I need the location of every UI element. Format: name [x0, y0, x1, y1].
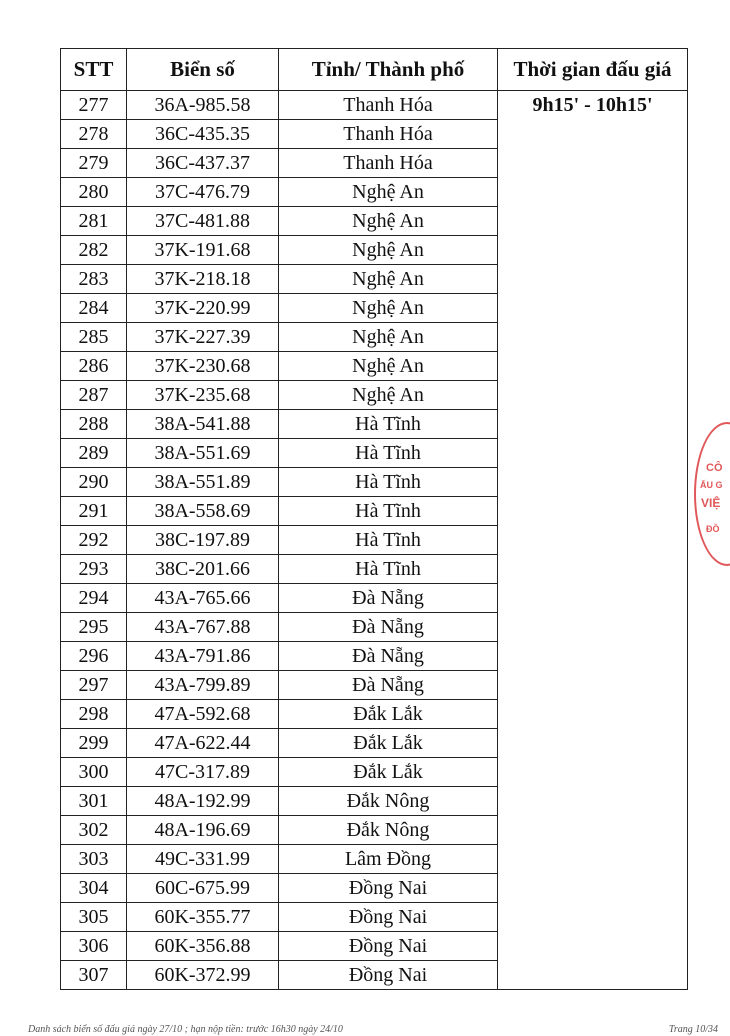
row-stt: 301 [61, 787, 127, 816]
row-province: Hà Tĩnh [279, 497, 498, 526]
row-province: Thanh Hóa [279, 120, 498, 149]
row-stt: 286 [61, 352, 127, 381]
row-plate: 43A-767.88 [127, 613, 279, 642]
row-plate: 60K-355.77 [127, 903, 279, 932]
row-province: Đắk Nông [279, 787, 498, 816]
table-header-row [61, 49, 688, 91]
header-time: Thời gian đấu giá [498, 49, 688, 91]
stamp-fragment: ẤU G [700, 480, 723, 490]
row-plate: 37C-481.88 [127, 207, 279, 236]
row-province: Đồng Nai [279, 874, 498, 903]
row-plate: 60K-372.99 [127, 961, 279, 990]
row-province: Đắk Lắk [279, 758, 498, 787]
header-plate: Biển số [127, 49, 279, 91]
row-stt: 294 [61, 584, 127, 613]
row-plate: 38C-197.89 [127, 526, 279, 555]
row-plate: 36C-435.35 [127, 120, 279, 149]
row-plate: 37K-191.68 [127, 236, 279, 265]
row-stt: 277 [61, 91, 127, 120]
row-stt: 288 [61, 410, 127, 439]
row-plate: 38C-201.66 [127, 555, 279, 584]
page-footer [28, 1024, 728, 1036]
row-stt: 295 [61, 613, 127, 642]
row-province: Nghệ An [279, 265, 498, 294]
row-stt: 296 [61, 642, 127, 671]
row-stt: 304 [61, 874, 127, 903]
row-plate: 48A-192.99 [127, 787, 279, 816]
row-plate: 43A-765.66 [127, 584, 279, 613]
row-plate: 47A-622.44 [127, 729, 279, 758]
row-plate: 37K-235.68 [127, 381, 279, 410]
auction-time-cell: 9h15' - 10h15' [498, 91, 688, 990]
header-stt: STT [61, 49, 127, 91]
row-stt: 287 [61, 381, 127, 410]
row-stt: 280 [61, 178, 127, 207]
row-province: Hà Tĩnh [279, 468, 498, 497]
row-province: Hà Tĩnh [279, 410, 498, 439]
row-plate: 38A-551.89 [127, 468, 279, 497]
row-province: Nghệ An [279, 381, 498, 410]
red-seal-stamp [694, 422, 730, 566]
row-stt: 283 [61, 265, 127, 294]
row-province: Đồng Nai [279, 932, 498, 961]
row-plate: 43A-791.86 [127, 642, 279, 671]
row-province: Thanh Hóa [279, 149, 498, 178]
row-stt: 293 [61, 555, 127, 584]
row-plate: 38A-541.88 [127, 410, 279, 439]
stamp-fragment: CÔ [706, 462, 723, 474]
row-province: Đắk Lắk [279, 729, 498, 758]
row-plate: 47C-317.89 [127, 758, 279, 787]
row-stt: 302 [61, 816, 127, 845]
row-plate: 48A-196.69 [127, 816, 279, 845]
row-stt: 305 [61, 903, 127, 932]
row-stt: 281 [61, 207, 127, 236]
row-stt: 284 [61, 294, 127, 323]
table-body [61, 91, 688, 990]
row-plate: 49C-331.99 [127, 845, 279, 874]
row-stt: 292 [61, 526, 127, 555]
row-province: Đắk Lắk [279, 700, 498, 729]
page-number: Trang 10/34 [668, 1024, 718, 1035]
row-stt: 306 [61, 932, 127, 961]
row-plate: 47A-592.68 [127, 700, 279, 729]
row-stt: 297 [61, 671, 127, 700]
header-province: Tỉnh/ Thành phố [279, 49, 498, 91]
row-province: Đồng Nai [279, 903, 498, 932]
row-stt: 282 [61, 236, 127, 265]
row-stt: 289 [61, 439, 127, 468]
row-province: Thanh Hóa [279, 91, 498, 120]
row-stt: 298 [61, 700, 127, 729]
row-province: Nghệ An [279, 294, 498, 323]
row-stt: 278 [61, 120, 127, 149]
row-province: Hà Tĩnh [279, 555, 498, 584]
row-stt: 291 [61, 497, 127, 526]
row-stt: 300 [61, 758, 127, 787]
row-stt: 299 [61, 729, 127, 758]
row-province: Đà Nẵng [279, 613, 498, 642]
row-plate: 60K-356.88 [127, 932, 279, 961]
row-stt: 307 [61, 961, 127, 990]
row-plate: 37K-218.18 [127, 265, 279, 294]
row-province: Hà Tĩnh [279, 439, 498, 468]
row-plate: 36A-985.58 [127, 91, 279, 120]
row-province: Nghệ An [279, 323, 498, 352]
table-row [61, 91, 688, 120]
stamp-fragment: VIỆ [701, 496, 721, 510]
row-province: Đà Nẵng [279, 584, 498, 613]
row-plate: 37K-220.99 [127, 294, 279, 323]
row-plate: 37K-227.39 [127, 323, 279, 352]
row-province: Hà Tĩnh [279, 526, 498, 555]
stamp-fragment: ĐỒ [706, 524, 720, 534]
row-stt: 279 [61, 149, 127, 178]
row-stt: 290 [61, 468, 127, 497]
row-province: Nghệ An [279, 236, 498, 265]
footer-note: Danh sách biển số đấu giá ngày 27/10 ; hạn nộp tiền: trước 16h30 ngày 24/10 [28, 1024, 343, 1035]
row-province: Lâm Đồng [279, 845, 498, 874]
row-province: Đà Nẵng [279, 671, 498, 700]
auction-plate-table [60, 48, 688, 990]
row-stt: 285 [61, 323, 127, 352]
row-province: Đồng Nai [279, 961, 498, 990]
row-plate: 43A-799.89 [127, 671, 279, 700]
row-plate: 38A-551.69 [127, 439, 279, 468]
row-province: Đà Nẵng [279, 642, 498, 671]
row-province: Đắk Nông [279, 816, 498, 845]
row-province: Nghệ An [279, 207, 498, 236]
row-plate: 37C-476.79 [127, 178, 279, 207]
row-plate: 37K-230.68 [127, 352, 279, 381]
row-plate: 60C-675.99 [127, 874, 279, 903]
row-province: Nghệ An [279, 352, 498, 381]
row-plate: 38A-558.69 [127, 497, 279, 526]
row-stt: 303 [61, 845, 127, 874]
row-plate: 36C-437.37 [127, 149, 279, 178]
row-province: Nghệ An [279, 178, 498, 207]
